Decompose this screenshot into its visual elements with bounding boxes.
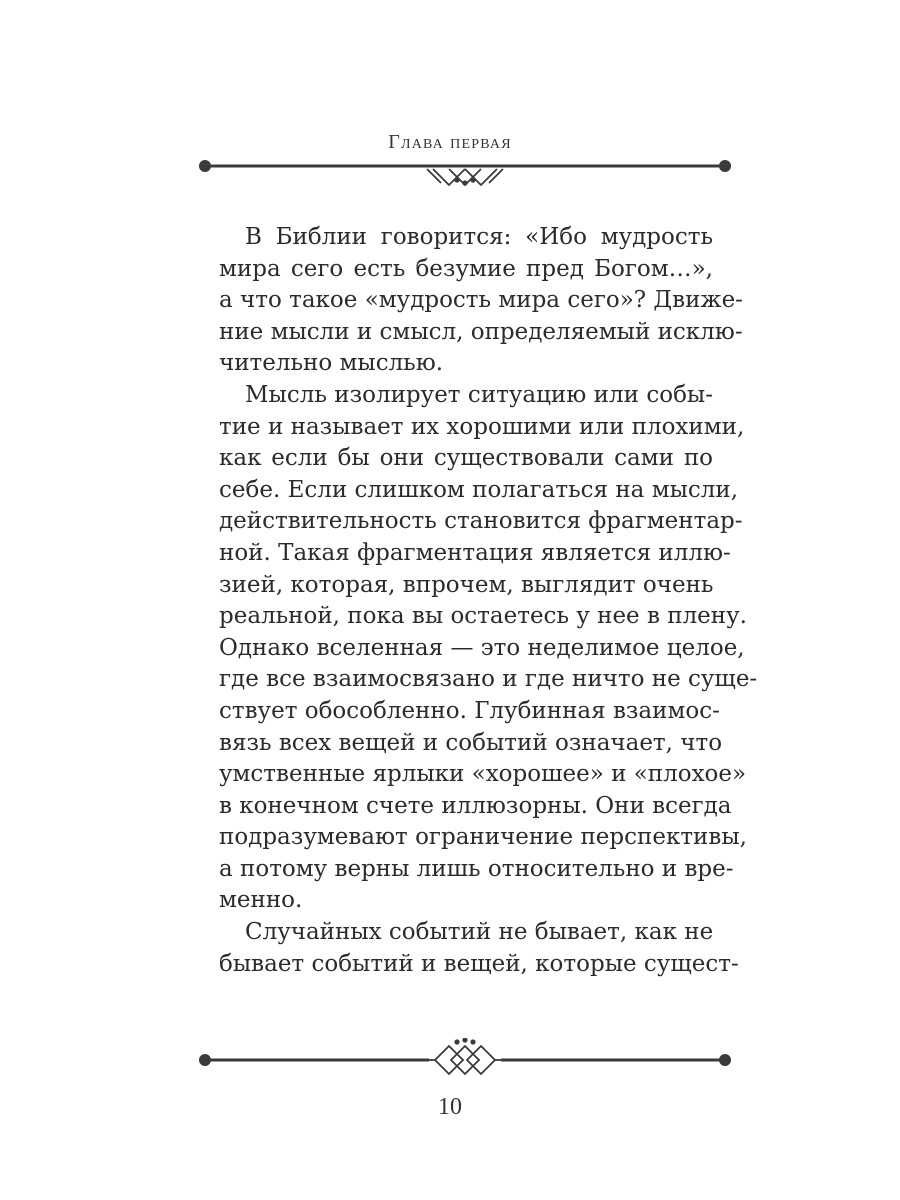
text-line: а что такое «мудрость мира сего»? Движе- [219, 287, 743, 314]
text-line: где все взаимосвязано и где ничто не суще- [219, 666, 758, 693]
text-line: себе. Если слишком полагаться на мысли, [219, 476, 739, 503]
page-number: 10 [438, 1094, 462, 1120]
text-line: Случайных событий не бывает, как не [245, 919, 714, 946]
text-line: В Библии говорится: «Ибо мудрость [245, 224, 713, 250]
text-line: умственные ярлыки «хорошее» и «плохое» [219, 761, 747, 788]
text-line: как если бы они существовали сами по [219, 445, 713, 472]
text-line: чительно мыслью. [219, 350, 444, 377]
text-line: Однако вселенная — это неделимое целое, [219, 634, 745, 661]
text-line: мира сего есть безумие пред Богом…», [219, 255, 713, 282]
body-text [219, 222, 758, 980]
text-line: зией, которая, впрочем, выглядит очень [219, 571, 714, 598]
bottom-ornament-divider [195, 1038, 735, 1078]
text-line: ствует обособленно. Глубинная взаимос- [219, 697, 720, 724]
text-line: бывает событий и вещей, которые сущест- [219, 950, 739, 977]
bottom-ornament-icon [195, 1038, 735, 1078]
top-ornament-divider [195, 150, 735, 190]
text-line: реальной, пока вы остаетесь у нее в плену. [219, 603, 747, 630]
text-line: вязь всех вещей и событий означает, что [219, 729, 723, 756]
text-line: Мысль изолирует ситуацию или собы- [245, 381, 713, 408]
text-line: а потому верны лишь относительно и вре- [219, 855, 734, 882]
text-line: в конечном счете иллюзорны. Они всегда [219, 792, 732, 819]
text-line: менно. [219, 887, 303, 914]
text-line: ной. Такая фрагментация является иллю- [219, 539, 731, 566]
text-line: тие и называет их хорошими или плохими, [219, 413, 745, 440]
text-line: подразумевают ограничение перспективы, [219, 824, 747, 851]
running-title: Глава первая [388, 131, 512, 153]
text-line: действительность становится фрагментар- [219, 508, 743, 535]
top-ornament-icon [195, 150, 735, 190]
text-line: ние мысли и смысл, определяемый исклю- [219, 318, 743, 345]
